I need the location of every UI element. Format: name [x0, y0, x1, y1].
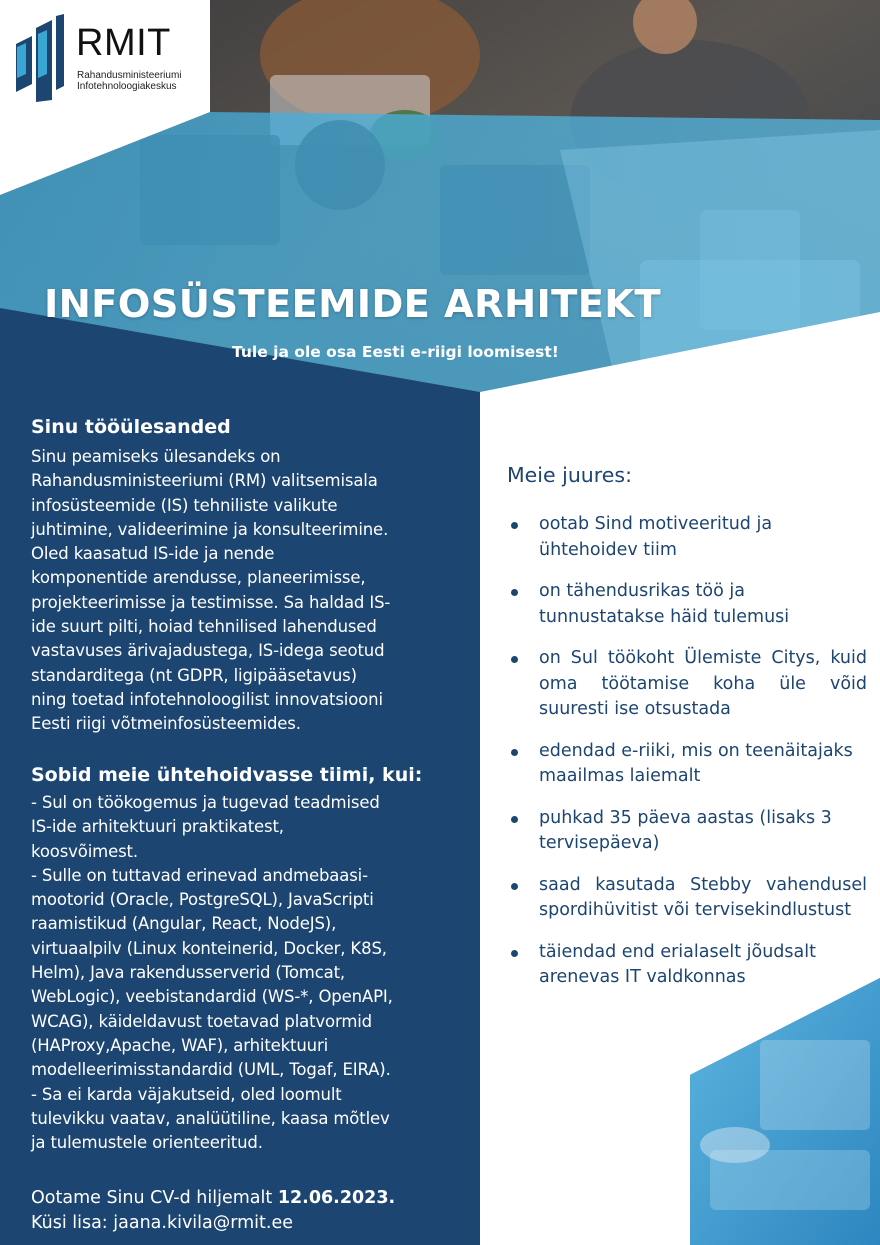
- bullet-icon: [511, 749, 518, 756]
- fit-section: [31, 764, 481, 1155]
- bullet-icon: [511, 883, 518, 890]
- deadline-date: 12.06.2023.: [277, 1188, 396, 1208]
- benefits-list: [507, 512, 867, 991]
- rmit-logo-mark-icon: [14, 14, 68, 104]
- bullet-icon: [511, 522, 518, 529]
- logo-subtitle: Rahandusministeeriumi Infotehnoloogiakeskus: [77, 70, 182, 92]
- tasks-text: Sinu peamiseks ülesandeks on Rahandusministeeriumi (RM) valitsemisala infosüsteemide (IS) tehniliste valikute juhtimine, valideerimine ja konsulteerimine. Oled kaasatud IS-ide ja nende komponentide arendusse, planeerimisse, projekteerimisse ja testimisse. Sa haldad IS- ide suurt pilti, hoiad tehnilised lahendused vastavuses ärivajadustega, IS-idega seotud standarditega (nt GDPR, ligipääsetavus) ning toetad infotehnoloogilist innovatsiooni Eesti riigi võtmeinfosüsteemides.: [31, 447, 391, 734]
- bullet-icon: [511, 589, 518, 596]
- contact-email[interactable]: Küsi lisa: jaana.kivila@rmit.ee: [31, 1213, 294, 1233]
- tasks-heading: Sinu tööülesanded: [31, 416, 231, 438]
- benefits-section: [507, 463, 867, 1007]
- bullet-icon: [511, 950, 518, 957]
- list-item: puhkad 35 päeva aastas (lisaks 3 tervisepäeva): [507, 806, 867, 857]
- fit-text: - Sul on töökogemus ja tugevad teadmised IS-ide arhitektuuri praktikatest, koosvõimest. - Sulle on tuttavad erinevad andmebaasi- mootorid (Oracle, PostgreSQL), JavaScripti raamistikud (Angular, React, NodeJS), virtuaalpilv (Linux konteinerid, Docker, K8S, Helm), Java rakendusserverid (Tomcat, WebLogic), veebistandardid (WS-*, OpenAPI, WCAG), käideldavust toetavad platvormid (HAProxy,Apache, WAF), arhitektuuri modelleerimisstandardid (UML, Togaf, EIRA). - Sa ei karda väjakutseid, oled loomult tulevikku vaatav, analüütiline, kaasa mõtlev ja tulemustele orienteeritud.: [31, 793, 393, 1153]
- bullet-icon: [511, 656, 518, 663]
- tasks-section: [31, 416, 481, 737]
- application-footer: [31, 1186, 395, 1236]
- page-title: INFOSÜSTEEMIDE ARHITEKT: [44, 282, 661, 327]
- rmit-logo: [0, 0, 210, 112]
- list-item: saad kasutada Stebby vahendusel spordihüvitist või tervisekindlustust: [507, 873, 867, 924]
- list-item: on tähendusrikas töö ja tunnustatakse häid tulemusi: [507, 579, 867, 630]
- list-item: ootab Sind motiveeritud ja ühtehoidev tiim: [507, 512, 867, 563]
- fit-heading: Sobid meie ühtehoidvasse tiimi, kui:: [31, 764, 423, 786]
- list-item: edendad e-riiki, mis on teenäitajaks maailmas laiemalt: [507, 739, 867, 790]
- page-subtitle: Tule ja ole osa Eesti e-riigi loomisest!: [232, 343, 559, 361]
- bullet-icon: [511, 816, 518, 823]
- deadline-text: Ootame Sinu CV-d hiljemalt 12.06.2023.: [31, 1188, 396, 1208]
- list-item: täiendad end erialaselt jõudsalt arenevas IT valdkonnas: [507, 940, 867, 991]
- list-item: on Sul töökoht Ülemiste Citys, kuid oma töötamise koha üle võid suuresti ise otsustada: [507, 646, 867, 723]
- logo-wordmark: RMIT: [76, 22, 171, 64]
- benefits-heading: Meie juures:: [507, 463, 632, 487]
